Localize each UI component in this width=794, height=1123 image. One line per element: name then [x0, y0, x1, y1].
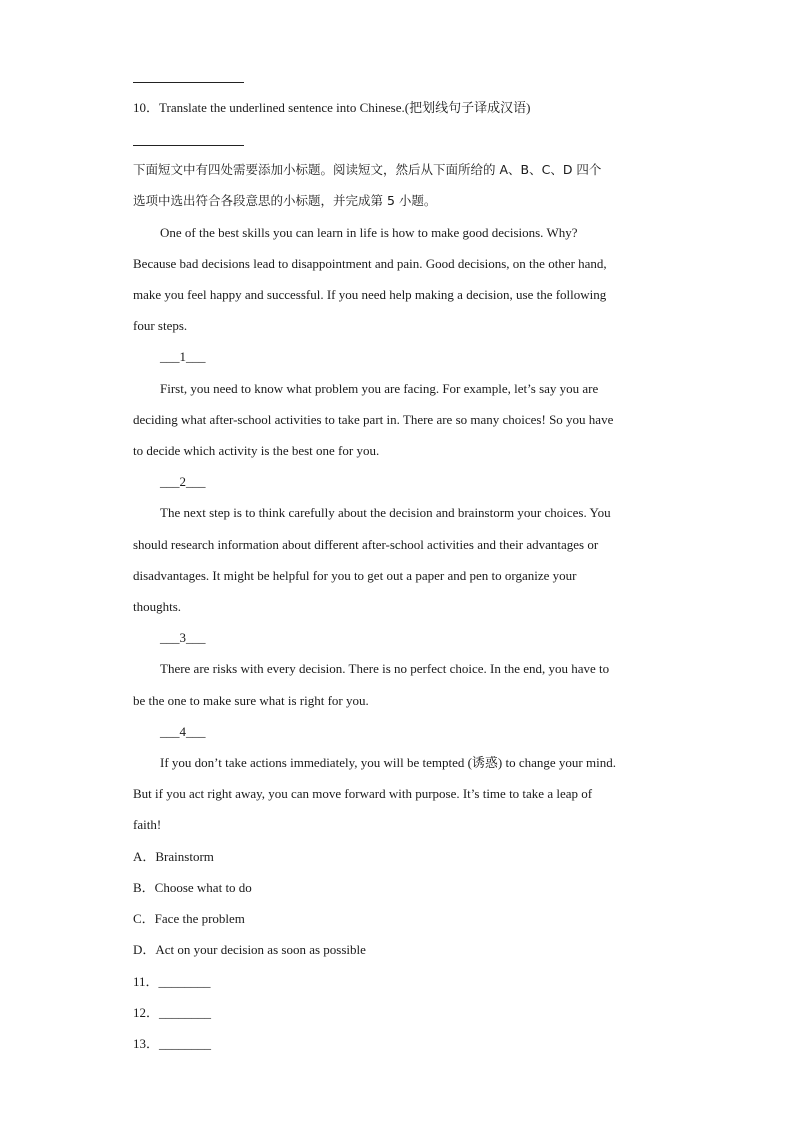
answer-blank-12[interactable]: 12．________ — [133, 1005, 212, 1020]
answer-line-top — [133, 82, 244, 83]
option-d: D．Act on your decision as soon as possible — [133, 942, 366, 957]
answer-blank-11[interactable]: 11．________ — [133, 974, 211, 989]
paragraph-2-line: should research information about different after-school activities and their advantages or — [133, 537, 599, 552]
heading-blank-4[interactable]: ___4___ — [160, 724, 206, 739]
passage-intro-line: Because bad decisions lead to disappointment and pain. Good decisions, on the other hand, — [133, 256, 607, 271]
option-c: C．Face the problem — [133, 911, 245, 926]
passage-intro-line: four steps. — [133, 318, 188, 333]
paragraph-2-line: disadvantages. It might be helpful for you to get out a paper and pen to organize your — [133, 568, 577, 583]
answer-blank-13[interactable]: 13．________ — [133, 1036, 212, 1051]
paragraph-4-line: If you don’t take actions immediately, you will be tempted (诱惑) to change your mind. — [160, 755, 616, 770]
paragraph-2-line: The next step is to think carefully about the decision and brainstorm your choices. You — [160, 505, 611, 520]
paragraph-4-line: faith! — [133, 817, 162, 832]
answer-line-q10 — [133, 145, 244, 146]
heading-blank-3[interactable]: ___3___ — [160, 630, 206, 645]
paragraph-4-line: But if you act right away, you can move forward with purpose. It’s time to take a leap of — [133, 786, 593, 801]
paragraph-2-line: thoughts. — [133, 599, 182, 614]
instructions-line-2: 选项中选出符合各段意思的小标题，并完成第 5 小题。 — [133, 193, 437, 208]
paragraph-1-line: deciding what after-school activities to take part in. There are so many choices! So you have — [133, 412, 614, 427]
option-a: A．Brainstorm — [133, 849, 214, 864]
heading-blank-2[interactable]: ___2___ — [160, 474, 206, 489]
heading-blank-1[interactable]: ___1___ — [160, 349, 206, 364]
passage-intro-line: make you feel happy and successful. If you need help making a decision, use the following — [133, 287, 607, 302]
paragraph-1-line: to decide which activity is the best one for you. — [133, 443, 380, 458]
option-b: B．Choose what to do — [133, 880, 252, 895]
paragraph-3-line: be the one to make sure what is right for you. — [133, 693, 369, 708]
instructions-line-1: 下面短文中有四处需要添加小标题。阅读短文，然后从下面所给的 A、B、C、D 四个 — [133, 162, 602, 177]
paragraph-1-line: First, you need to know what problem you are facing. For example, let’s say you are — [160, 381, 599, 396]
question-10-prompt: 10．Translate the underlined sentence into Chinese.(把划线句子译成汉语) — [133, 100, 531, 115]
passage-intro-line: One of the best skills you can learn in life is how to make good decisions. Why? — [160, 225, 578, 240]
paragraph-3-line: There are risks with every decision. There is no perfect choice. In the end, you have to — [160, 661, 610, 676]
